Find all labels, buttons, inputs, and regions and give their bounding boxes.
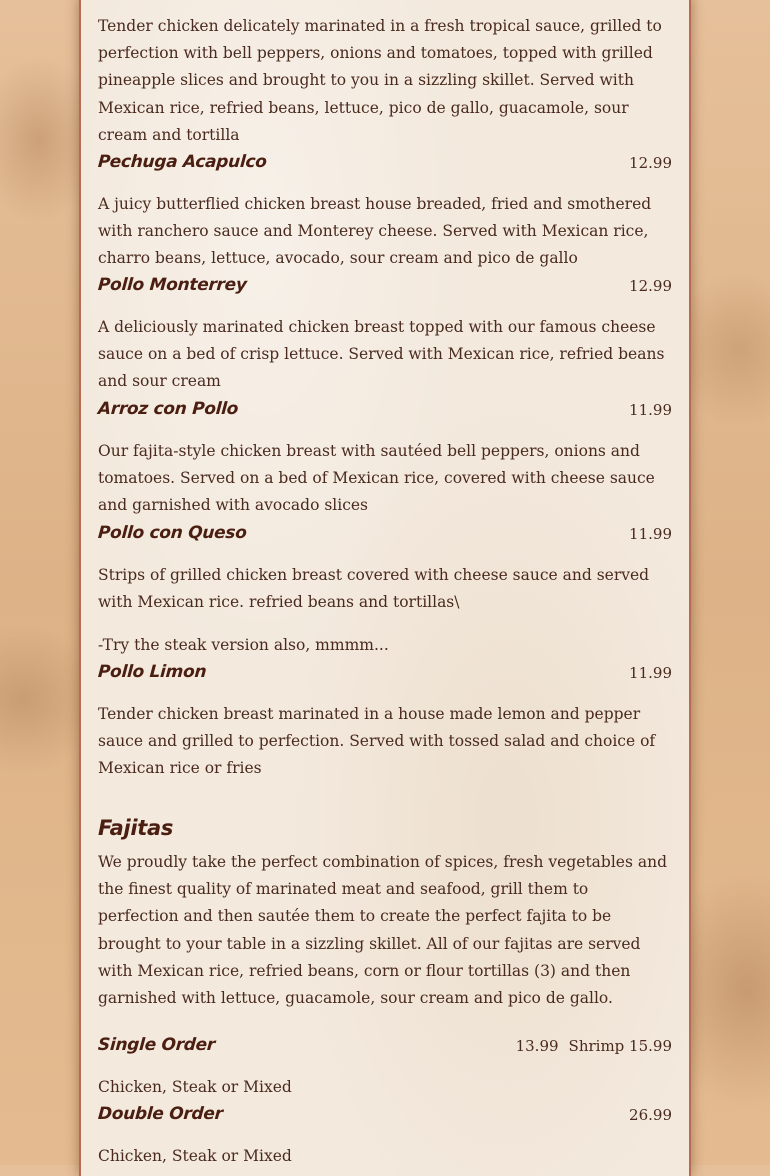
item-price: 12.99: [629, 277, 672, 295]
item-price: 13.99: [515, 1037, 559, 1055]
item-description: Chicken, Steak or Mixed: [98, 1078, 292, 1096]
item-description: Strips of grilled chicken breast covered with cheese sauce and served with Mexican rice. refried beans and tortillas\: [98, 566, 650, 612]
item-description: Tender chicken breast marinated in a house made lemon and pepper sauce and grilled to perfection. Served with tossed salad and choice of Mexican rice or fries: [98, 705, 656, 778]
item-price: 26.99: [629, 1106, 672, 1124]
item-name-pollo-limon: Pollo Limon: [97, 662, 207, 682]
item-description: Chicken, Steak or Mixed: [98, 1147, 292, 1165]
item-description: A juicy butterflied chicken breast house breaded, fried and smothered with ranchero sauce and Monterey cheese. Served with Mexican rice, charro beans, lettuce, avocado, sour cream and pico de gallo: [98, 195, 652, 268]
item-name-double-order: Double Order: [97, 1104, 224, 1124]
item-description: Our fajita-style chicken breast with sautéed bell peppers, onions and tomatoes. Served on a bed of Mexican rice, covered with cheese sauce and garnished with avocado slices: [98, 442, 655, 515]
item-description: A deliciously marinated chicken breast topped with our famous cheese sauce on a bed of crisp lettuce. Served with Mexican rice, refried beans and sour cream: [98, 318, 665, 391]
item-price: 12.99: [629, 154, 672, 172]
item-price: 11.99: [629, 401, 672, 419]
item-price: 11.99: [629, 664, 672, 682]
item-name-pollo-con-queso: Pollo con Queso: [97, 523, 248, 543]
item-price: 11.99: [629, 525, 672, 543]
item-name-pechuga-acapulco: Pechuga Acapulco: [97, 152, 268, 172]
item-name-pollo-monterrey: Pollo Monterrey: [97, 275, 248, 295]
item-price-shrimp: Shrimp 15.99: [568, 1037, 672, 1055]
item-name-arroz-con-pollo: Arroz con Pollo: [97, 399, 239, 419]
section-title-fajitas: Fajitas: [98, 816, 174, 840]
item-note: -Try the steak version also, mmmm...: [98, 636, 389, 654]
item-price-group: [506, 1035, 672, 1057]
item-name-single-order: Single Order: [97, 1035, 216, 1055]
item-description: Tender chicken delicately marinated in a fresh tropical sauce, grilled to perfection with bell peppers, onions and tomatoes, topped with grilled pineapple slices and brought to you in a sizzling skillet. Served with Mexican rice, refried beans, lettuce, pico de gallo, guacamole, sour cream and tortilla: [98, 17, 662, 144]
section-intro: We proudly take the perfect combination of spices, fresh vegetables and the finest quality of marinated meat and seafood, grill them to perfection and then sautée them to create the perfect fajita to be brought to your table in a sizzling skillet. All of our fajitas are served with Mexican rice, refried beans, corn or flour tortillas (3) and then garnished with lettuce, guacamole, sour cream and pico de gallo.: [98, 853, 667, 1008]
